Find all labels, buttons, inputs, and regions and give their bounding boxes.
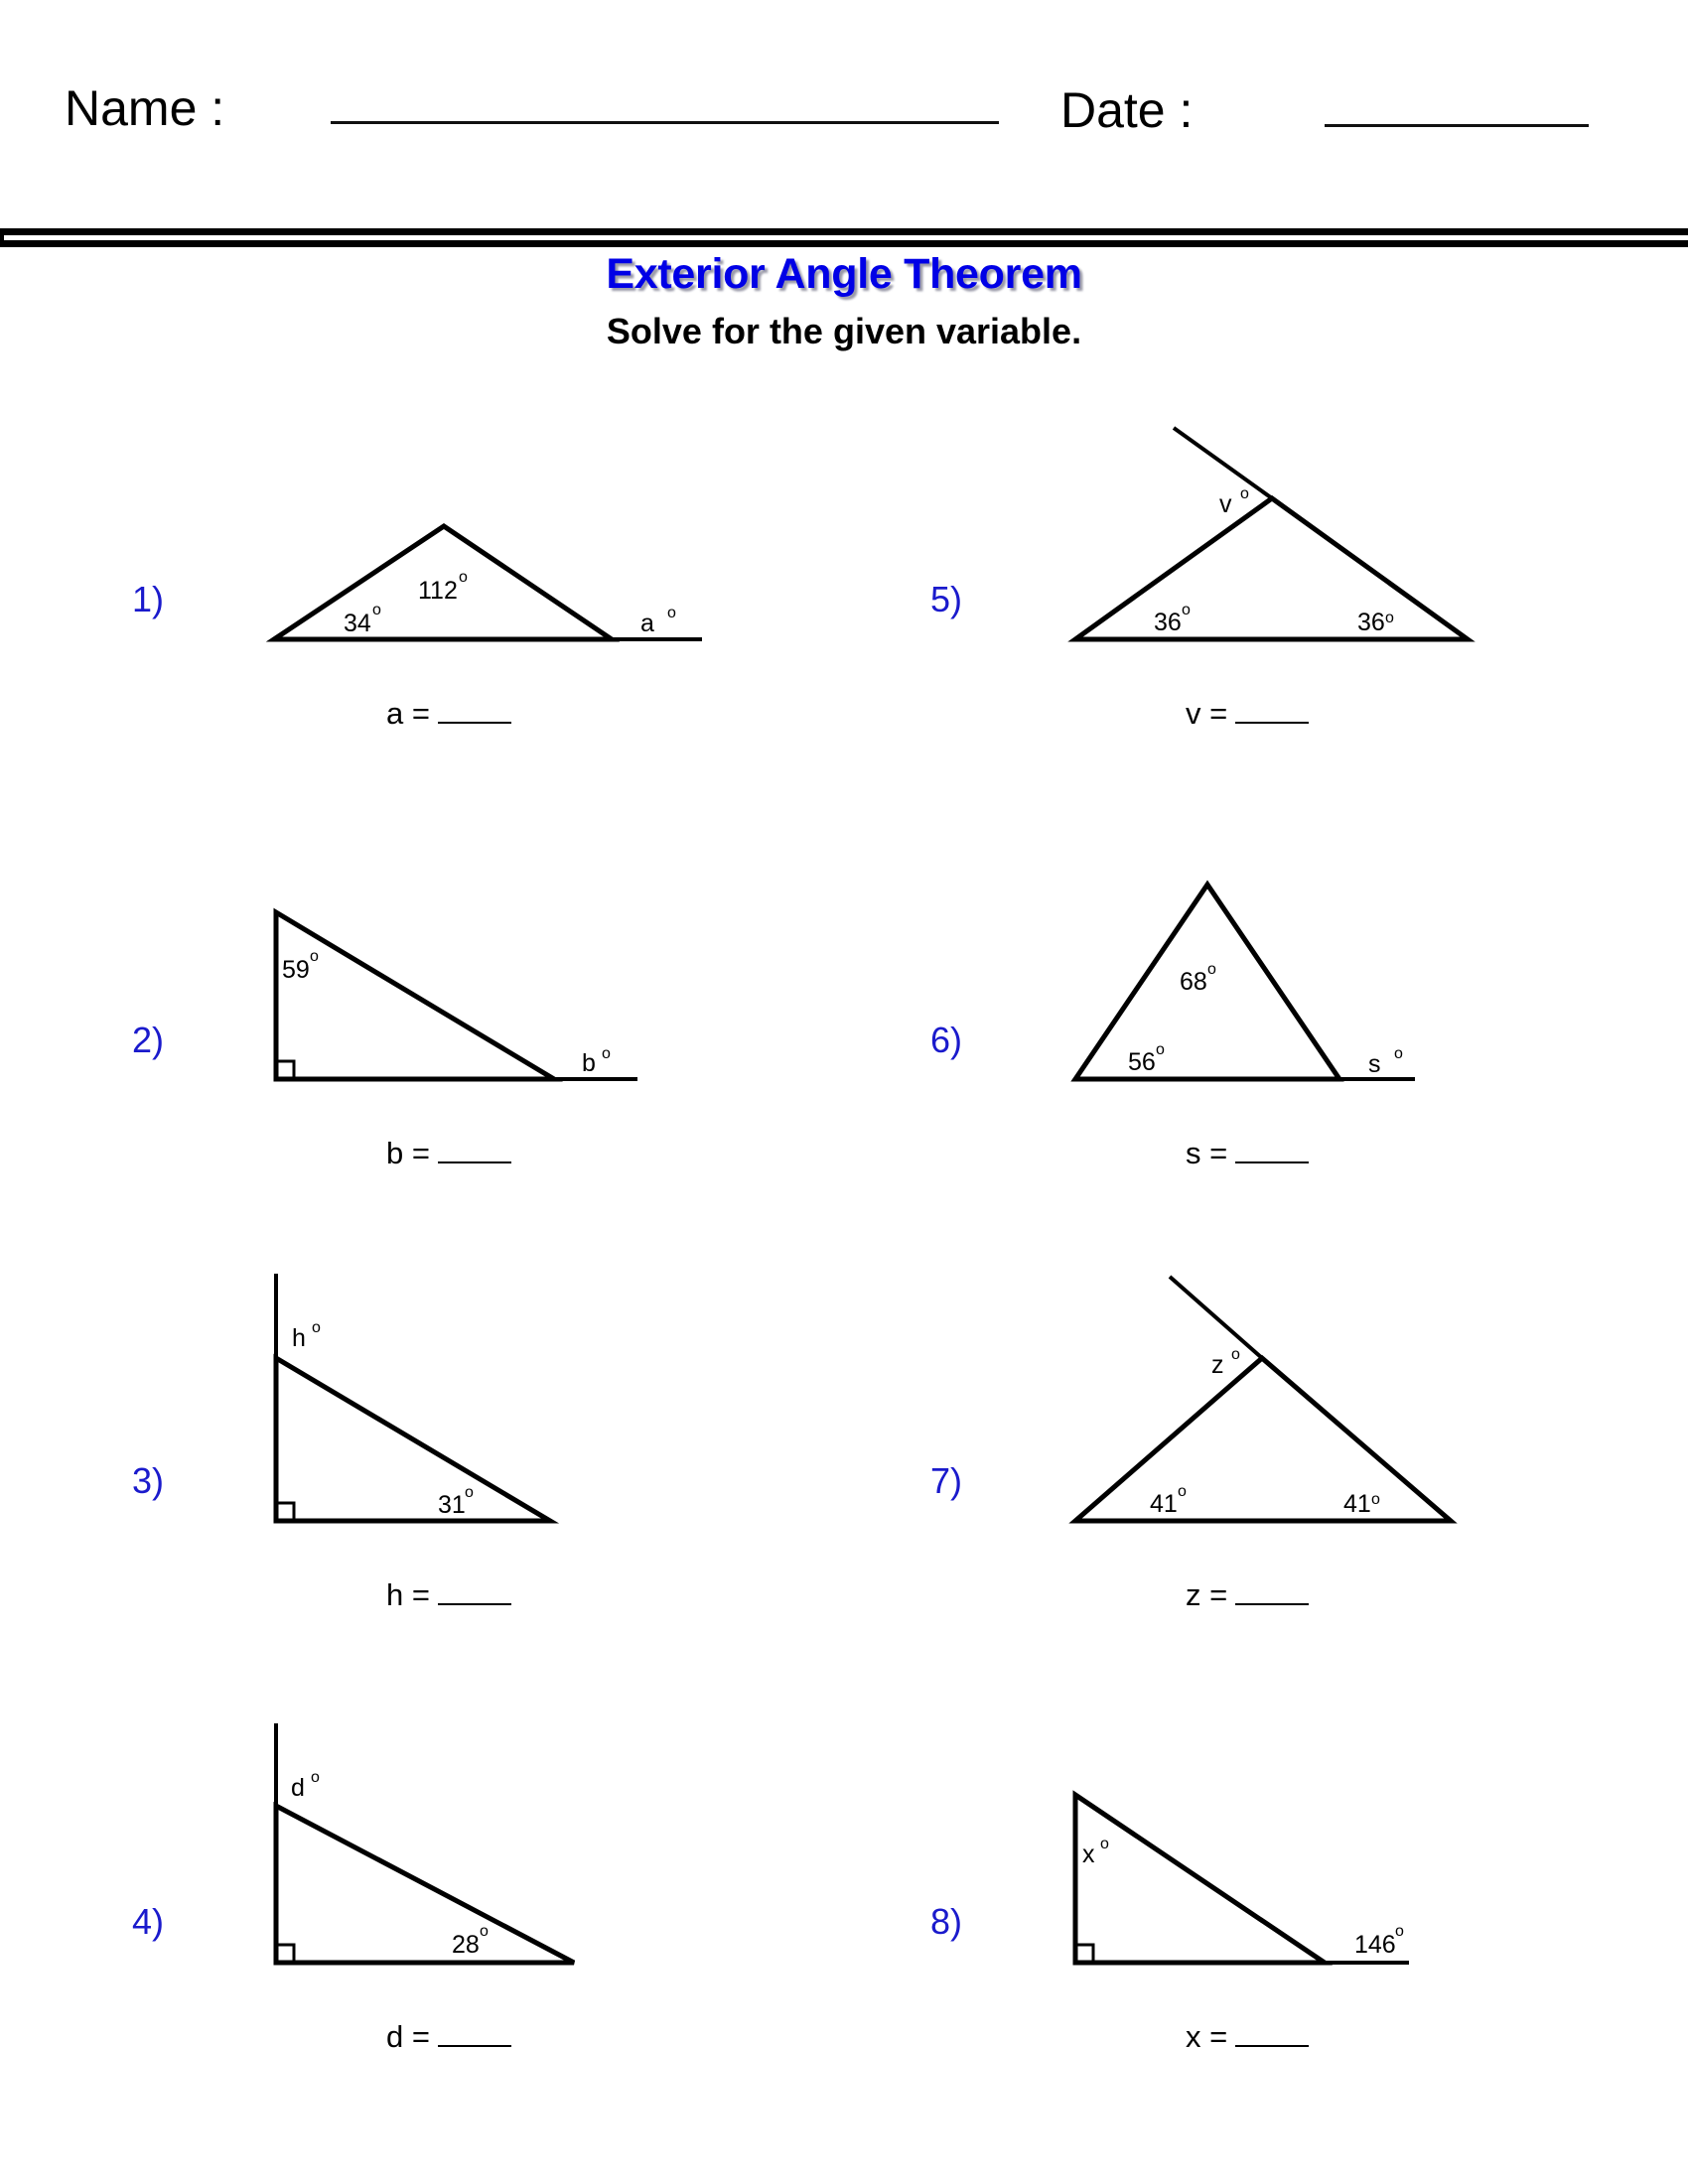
- degree-symbol: o: [1371, 1491, 1380, 1508]
- triangle-4: [276, 1723, 574, 1963]
- right-angle-marker: [276, 1503, 294, 1521]
- angle-label: 56: [1128, 1048, 1156, 1076]
- unknown-angle-label: x: [1082, 1841, 1095, 1868]
- right-angle-marker: [1075, 1945, 1093, 1963]
- degree-symbol: o: [667, 605, 676, 621]
- triangle-5: [1075, 428, 1468, 639]
- unknown-angle-label: z: [1211, 1351, 1224, 1379]
- problem-number-2: 2): [132, 1020, 165, 1060]
- worksheet-instructions: Solve for the given variable.: [606, 311, 1082, 351]
- degree-symbol: o: [1395, 1923, 1404, 1940]
- degree-symbol: o: [312, 1319, 321, 1336]
- degree-symbol: o: [1385, 610, 1394, 626]
- problem-number-6: 6): [930, 1020, 963, 1060]
- problem-number-5: 5): [930, 579, 963, 619]
- degree-symbol: o: [480, 1923, 489, 1940]
- problem-number-4: 4): [132, 1901, 165, 1942]
- answer-prompt: a =: [386, 696, 430, 731]
- answer-prompt: z =: [1186, 1577, 1228, 1612]
- angle-label: 112: [418, 577, 458, 605]
- problem-number-3: 3): [132, 1460, 165, 1501]
- degree-symbol: o: [1100, 1836, 1109, 1852]
- degree-symbol: o: [602, 1045, 611, 1062]
- angle-label: 68: [1180, 968, 1207, 996]
- degree-symbol: o: [311, 1769, 320, 1786]
- right-angle-marker: [276, 1061, 294, 1079]
- angle-label: 28: [452, 1931, 480, 1959]
- angle-labels: [282, 485, 1404, 1959]
- triangle-7: [1075, 1277, 1451, 1521]
- angle-label: 31: [438, 1491, 466, 1519]
- angle-label: 36: [1154, 609, 1182, 636]
- answer-prompt: x =: [1186, 2019, 1228, 2054]
- degree-symbol: o: [1207, 961, 1216, 978]
- degree-symbol: o: [1156, 1041, 1165, 1058]
- triangle-1: [274, 526, 702, 639]
- unknown-angle-label: b: [582, 1049, 596, 1077]
- right-angle-marker: [276, 1945, 294, 1963]
- angle-label: 59: [282, 956, 310, 984]
- degree-symbol: o: [1240, 485, 1249, 502]
- degree-symbol: o: [310, 948, 319, 965]
- angle-label: 34: [344, 610, 371, 637]
- date-label: Date :: [1060, 82, 1194, 138]
- worksheet-title: Exterior Angle Theorem: [606, 250, 1082, 298]
- triangle-3: [276, 1274, 550, 1521]
- answer-prompt: s =: [1186, 1136, 1228, 1170]
- unknown-angle-label: h: [292, 1324, 306, 1352]
- degree-symbol: o: [459, 569, 468, 586]
- name-label: Name :: [65, 80, 225, 136]
- unknown-angle-label: v: [1219, 490, 1232, 518]
- problem-number-1: 1): [132, 579, 165, 619]
- answer-prompt: b =: [386, 1136, 430, 1170]
- degree-symbol: o: [1178, 1483, 1187, 1500]
- unknown-angle-label: d: [291, 1774, 305, 1802]
- degree-symbol: o: [465, 1484, 474, 1501]
- triangle-6: [1075, 885, 1415, 1079]
- degree-symbol: o: [1394, 1045, 1403, 1062]
- problem-number-8: 8): [930, 1901, 963, 1942]
- degree-symbol: o: [1231, 1346, 1240, 1363]
- angle-label: 41: [1343, 1490, 1371, 1518]
- angle-label: 41: [1150, 1490, 1178, 1518]
- degree-symbol: o: [1182, 602, 1191, 618]
- angle-label: 146: [1354, 1931, 1396, 1959]
- angle-label: 36: [1357, 609, 1385, 636]
- unknown-angle-label: s: [1368, 1050, 1381, 1078]
- degree-symbol: o: [372, 602, 381, 618]
- answer-prompt: d =: [386, 2019, 430, 2054]
- unknown-angle-label: a: [640, 610, 654, 637]
- problem-number-7: 7): [930, 1460, 963, 1501]
- answer-prompt: h =: [386, 1577, 430, 1612]
- answer-prompt: v =: [1186, 696, 1228, 731]
